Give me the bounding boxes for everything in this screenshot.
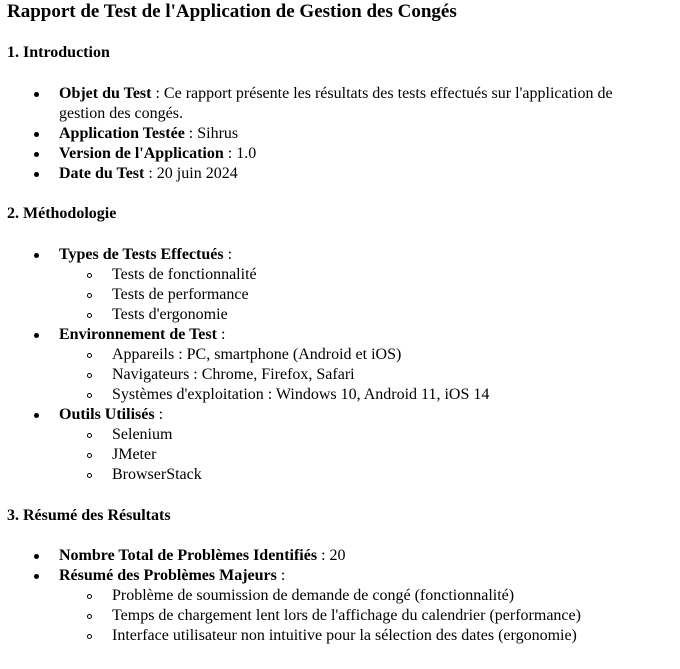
sub-list-item: Appareils : PC, smartphone (Android et iOS) xyxy=(112,346,402,363)
list-item-nombre-total xyxy=(59,546,346,566)
list-item-version xyxy=(59,144,256,164)
sub-list-item: Interface utilisateur non intuitive pour la sélection des dates (ergonomie) xyxy=(112,627,577,644)
sub-bullet-marker xyxy=(87,453,92,458)
sub-bullet-marker xyxy=(87,353,92,358)
list-item-environnement xyxy=(59,325,225,345)
sub-bullet-marker xyxy=(87,373,92,378)
item-label: Résumé des Problèmes Majeurs xyxy=(59,567,277,584)
item-label: Date du Test xyxy=(59,165,145,182)
section-heading-methodologie: 2. Méthodologie xyxy=(7,205,117,222)
item-text: : xyxy=(154,406,164,423)
bullet-marker xyxy=(34,574,39,579)
bullet-marker xyxy=(34,413,39,418)
item-text: : Ce rapport présente les résultats des tests effectués sur l'application de xyxy=(151,85,613,102)
sub-bullet-marker xyxy=(87,614,92,619)
list-item-continuation: gestion des congés. xyxy=(59,105,183,122)
item-text: : 20 juin 2024 xyxy=(144,165,238,182)
sub-bullet-marker xyxy=(87,473,92,478)
item-label: Objet du Test xyxy=(59,85,152,102)
item-label: Nombre Total de Problèmes Identifiés xyxy=(59,547,318,564)
sub-list-item: Tests de performance xyxy=(112,286,249,303)
sub-list-item: Tests d'ergonomie xyxy=(112,306,228,323)
list-item-date-du-test xyxy=(59,164,238,184)
bullet-marker xyxy=(34,554,39,559)
bullet-marker xyxy=(34,172,39,177)
item-text: : xyxy=(276,567,286,584)
item-text: : Sihrus xyxy=(184,125,239,142)
sub-bullet-marker xyxy=(87,273,92,278)
section-heading-resume: 3. Résumé des Résultats xyxy=(7,507,171,524)
list-item-objet-du-test xyxy=(59,84,613,104)
item-label: Version de l'Application xyxy=(59,145,224,162)
sub-list-item: Systèmes d'exploitation : Windows 10, Android 11, iOS 14 xyxy=(112,386,490,403)
item-text: : 20 xyxy=(317,547,346,564)
bullet-marker xyxy=(34,152,39,157)
sub-bullet-marker xyxy=(87,293,92,298)
sub-bullet-marker xyxy=(87,433,92,438)
section-heading-introduction: 1. Introduction xyxy=(7,44,110,61)
item-label: Environnement de Test xyxy=(59,326,217,343)
sub-bullet-marker xyxy=(87,313,92,318)
list-item-outils xyxy=(59,405,163,425)
sub-bullet-marker xyxy=(87,634,92,639)
bullet-marker xyxy=(34,132,39,137)
document-title: Rapport de Test de l'Application de Gestion des Congés xyxy=(7,1,457,22)
sub-list-item: JMeter xyxy=(112,446,157,463)
item-label: Types de Tests Effectués xyxy=(59,246,224,263)
sub-list-item: Tests de fonctionnalité xyxy=(112,266,257,283)
item-text: : xyxy=(216,326,226,343)
list-item-types-de-tests xyxy=(59,245,232,265)
list-item-resume-problemes xyxy=(59,566,285,586)
item-text: : 1.0 xyxy=(223,145,257,162)
bullet-marker xyxy=(34,92,39,97)
item-text: : xyxy=(223,246,233,263)
sub-list-item: BrowserStack xyxy=(112,466,202,483)
sub-list-item: Temps de chargement lent lors de l'affichage du calendrier (performance) xyxy=(112,607,581,624)
sub-list-item: Problème de soumission de demande de congé (fonctionnalité) xyxy=(112,587,515,604)
item-label: Outils Utilisés xyxy=(59,406,155,423)
list-item-application-testee xyxy=(59,124,238,144)
sub-bullet-marker xyxy=(87,594,92,599)
sub-list-item: Navigateurs : Chrome, Firefox, Safari xyxy=(112,366,355,383)
bullet-marker xyxy=(34,333,39,338)
sub-list-item: Selenium xyxy=(112,426,173,443)
item-label: Application Testée xyxy=(59,125,185,142)
sub-bullet-marker xyxy=(87,393,92,398)
bullet-marker xyxy=(34,253,39,258)
